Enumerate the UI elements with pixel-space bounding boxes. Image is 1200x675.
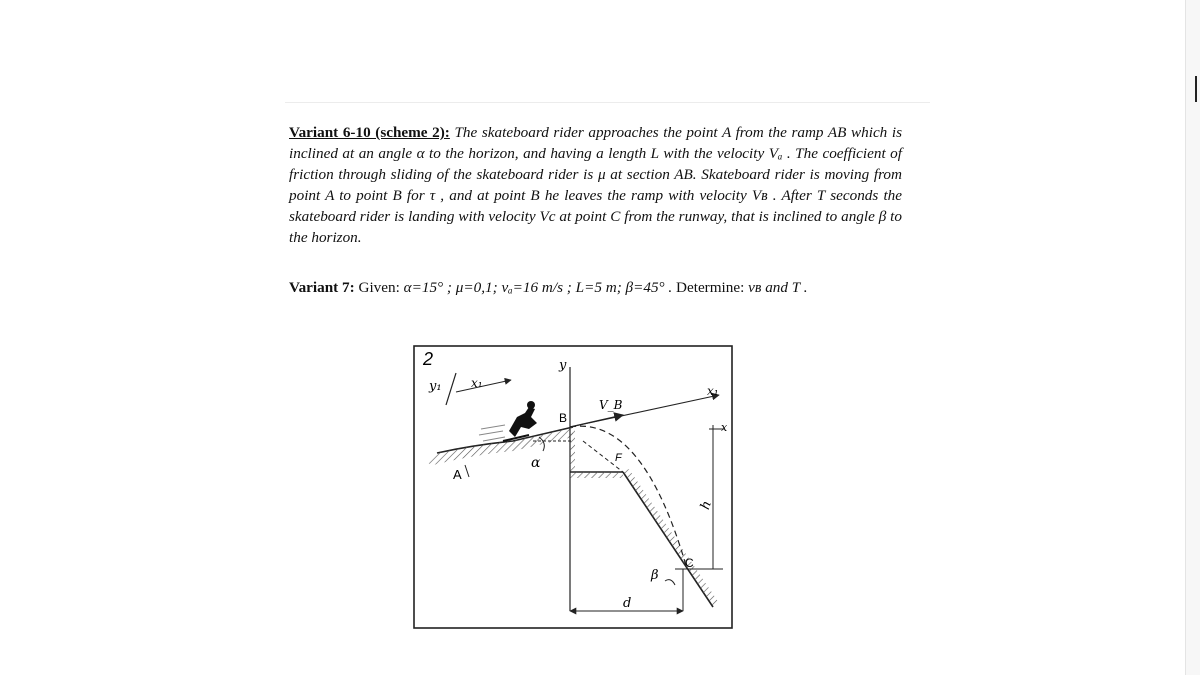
unknowns: vʙ and T . [748, 279, 808, 296]
point-A-label: A [453, 467, 462, 482]
F-label: F [615, 452, 622, 464]
problem-statement [289, 122, 902, 248]
y1-label: y₁ [429, 379, 442, 394]
alpha-label: α [531, 455, 541, 471]
x1-top-label: x₁ [471, 376, 483, 390]
determine-label: Determine: [676, 279, 745, 296]
problem-text: The skateboard rider approaches the point A from the ramp AB which is inclined at an angle α to the horizon, and having a length L with the velocity Vₐ . The coefficient of friction through sliding of the skateboard rider is μ at section AB. Skateboard rider is moving from point A to point B for τ , and at point B he leaves the ramp with velocity Vʙ . After T seconds the skateboard rider is landing with velocity Vc at point C from the runway, that is inclined to angle β to the horizon. [289, 124, 903, 246]
given-intro: Given: [358, 279, 400, 296]
x1-right-label: x₁ [707, 384, 719, 398]
scheme-figure [413, 345, 736, 631]
d-label: d [623, 596, 632, 611]
given-variant-label: Variant 7: [289, 279, 355, 296]
point-B-label: B [559, 411, 568, 425]
y-label: y [559, 358, 567, 373]
beta-label: β [651, 568, 659, 583]
h-label: h [698, 498, 715, 512]
figure-frame [414, 346, 732, 628]
platform-hatching [570, 427, 575, 472]
variant-heading: Variant 6-10 (scheme 2): [289, 124, 450, 141]
scrollbar-thumb[interactable] [1195, 76, 1197, 102]
x-label: x [721, 421, 728, 434]
scheme-number: 2 [423, 349, 434, 369]
given-values: α=15° ; μ=0,1; vₐ=16 m/s ; L=5 m; β=45° . [403, 279, 673, 296]
page-top-rule [285, 102, 930, 103]
given-line [289, 279, 808, 297]
scrollbar[interactable] [1185, 0, 1200, 675]
point-C-label: C [685, 556, 694, 570]
vb-label: V_B [599, 398, 623, 412]
platform-top-hatching [570, 472, 623, 478]
